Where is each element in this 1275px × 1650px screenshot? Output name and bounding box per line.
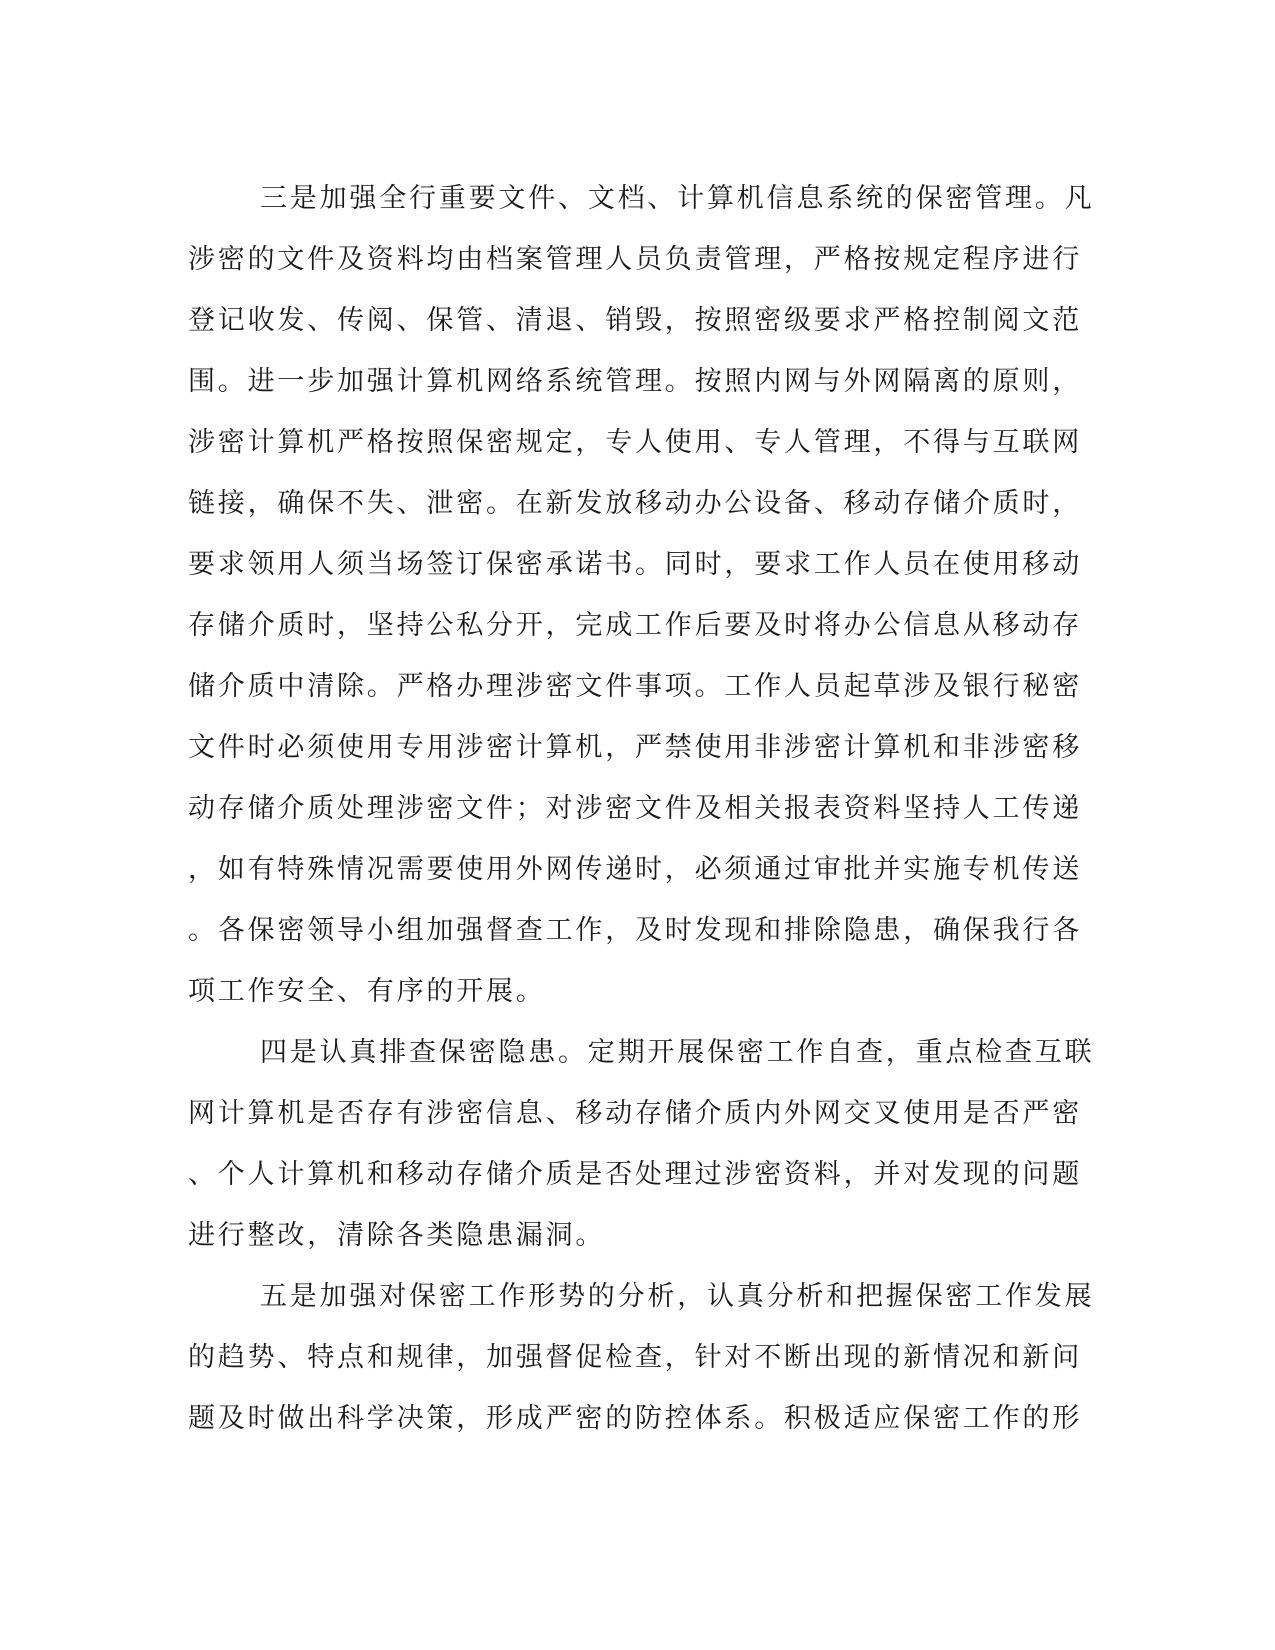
paragraph-5	[188, 1266, 1095, 1449]
paragraph-line: 涉密的文件及资料均由档案管理人员负责管理，严格按规定程序进行	[188, 244, 1082, 275]
paragraph-line: 要求领用人须当场签订保密承诺书。同时，要求工作人员在使用移动	[188, 549, 1082, 580]
paragraph-line: 链接，确保不失、泄密。在新发放移动办公设备、移动存储介质时，	[188, 488, 1082, 519]
paragraph-line: 储介质中清除。严格办理涉密文件事项。工作人员起草涉及银行秘密	[188, 671, 1082, 702]
paragraph-line: 题及时做出科学决策，形成严密的防控体系。积极适应保密工作的形	[188, 1403, 1082, 1434]
paragraph-line: 文件时必须使用专用涉密计算机，严禁使用非涉密计算机和非涉密移	[188, 732, 1082, 763]
paragraph-line: 网计算机是否存有涉密信息、移动存储介质内外网交叉使用是否严密	[188, 1098, 1082, 1129]
document-body	[188, 168, 1095, 1449]
paragraph-line: 围。进一步加强计算机网络系统管理。按照内网与外网隔离的原则，	[188, 366, 1082, 397]
paragraph-line: 涉密计算机严格按照保密规定，专人使用、专人管理，不得与互联网	[188, 427, 1082, 458]
paragraph-line: 动存储介质处理涉密文件；对涉密文件及相关报表资料坚持人工传递	[188, 793, 1082, 824]
paragraph-line: 三是加强全行重要文件、文档、计算机信息系统的保密管理。凡	[260, 183, 1095, 214]
paragraph-line: 的趋势、特点和规律，加强督促检查，针对不断出现的新情况和新问	[188, 1342, 1082, 1373]
paragraph-line: 登记收发、传阅、保管、清退、销毁，按照密级要求严格控制阅文范	[188, 305, 1082, 336]
paragraph-line: ，如有特殊情况需要使用外网传递时，必须通过审批并实施专机传送	[188, 854, 1082, 885]
paragraph-line: 、个人计算机和移动存储介质是否处理过涉密资料，并对发现的问题	[188, 1159, 1082, 1190]
paragraph-line: 四是认真排查保密隐患。定期开展保密工作自查，重点检查互联	[260, 1037, 1095, 1068]
paragraph-line: 项工作安全、有序的开展。	[188, 976, 546, 1007]
paragraph-line: 存储介质时，坚持公私分开，完成工作后要及时将办公信息从移动存	[188, 610, 1082, 641]
paragraph-3	[188, 168, 1095, 1022]
paragraph-line: 进行整改，清除各类隐患漏洞。	[188, 1220, 606, 1251]
paragraph-line: 。各保密领导小组加强督查工作，及时发现和排除隐患，确保我行各	[188, 915, 1082, 946]
paragraph-4	[188, 1022, 1095, 1266]
paragraph-line: 五是加强对保密工作形势的分析，认真分析和把握保密工作发展	[260, 1281, 1095, 1312]
